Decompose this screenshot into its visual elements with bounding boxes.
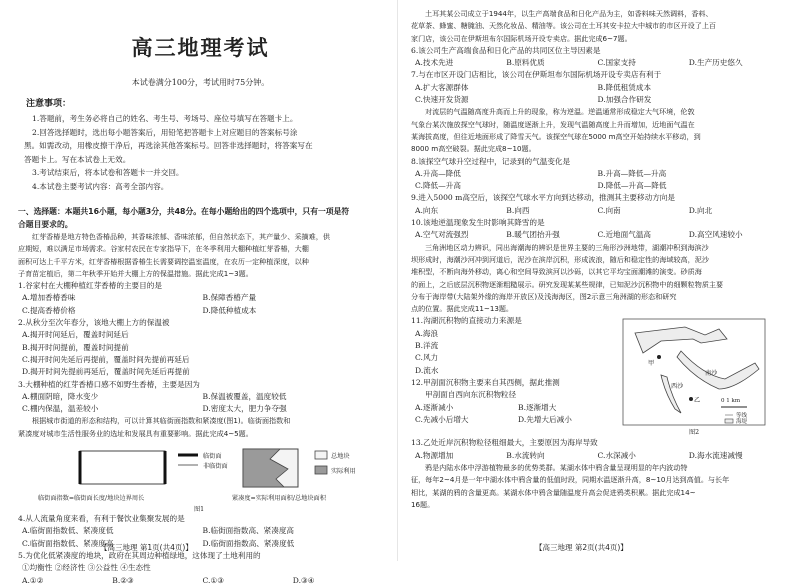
questions-11-12-with-figure xyxy=(411,315,780,437)
option-c[interactable]: C.降低—升高 xyxy=(415,181,461,191)
option-d[interactable]: D.加强合作研发 xyxy=(597,95,652,105)
option-b[interactable]: B.向西 xyxy=(506,205,530,215)
question-11-stem: 11.沟湖沉积物的直接动力来源是 xyxy=(411,316,522,326)
question-10-stem: 10.该地逆温现象发生时影响其降雪的是 xyxy=(411,218,545,228)
site-label: 甲 xyxy=(648,360,655,368)
option-a[interactable]: A.空气对流强烈 xyxy=(415,230,469,240)
legend-non-frontage: 非临街面 xyxy=(203,463,228,471)
figure-2-label: 图2 xyxy=(689,429,700,437)
question-8-options xyxy=(411,168,780,180)
option-b[interactable]: B.逐渐增大 xyxy=(518,402,557,412)
option-d[interactable]: D.降低—升高—降低 xyxy=(597,181,667,191)
option-b[interactable]: B.保温被覆盖，温度较低 xyxy=(202,391,287,401)
question-6-options xyxy=(411,57,780,69)
question-4-options xyxy=(18,525,383,537)
option-b[interactable]: B.临街面指数高、紧凑度高 xyxy=(202,526,295,536)
legend-frontage: 临街面 xyxy=(203,453,222,461)
option-b[interactable]: B.洋流 xyxy=(415,341,439,351)
option-a[interactable]: A.海浪 xyxy=(415,328,439,338)
passage-line: 面积可达上千平方米，红芽香椿根据香椿生长需要调控温室温度，在农历一定种植深度，以种 xyxy=(18,256,309,266)
option-d[interactable]: D.向北 xyxy=(688,205,713,215)
option-d[interactable]: D.揭开时间先提前再延后，覆盖时间先延后再提前 xyxy=(22,367,190,377)
page-1 xyxy=(0,0,397,585)
question-13-stem: 13.乙处近岸沉积物粒径粗细最大，主要原因为海岸导致 xyxy=(411,438,598,448)
question-13-options xyxy=(411,450,780,462)
option-a[interactable]: A.技术先进 xyxy=(415,58,454,68)
legend-total-plot: 总地块 xyxy=(331,453,350,461)
option-c[interactable]: C.临街面指数低、紧凑度高 xyxy=(22,538,114,548)
option-a[interactable]: A.物源增加 xyxy=(415,450,454,460)
option-d[interactable]: D.密度太大，肥力争夺强 xyxy=(202,404,287,414)
figure-1-caption-left: 临街面指数=临街面长度/地块边界周长 xyxy=(38,495,145,503)
option-c[interactable]: C.向南 xyxy=(597,205,621,215)
exam-subtitle: 本试卷满分100分，考试用时75分钟。 xyxy=(131,78,270,87)
passage-line: 紧凑度对城市生活性服务业的选址和发展具有重要影响。据此完成4~5题。 xyxy=(18,428,253,438)
option-d[interactable]: D.先增大后减小 xyxy=(518,414,572,424)
option-a[interactable]: A.逐渐减小 xyxy=(415,402,454,412)
passage-line: 根据城市街道的形态和结构，可以计算其临街面指数和紧凑度(图1)。临街面指数和 xyxy=(32,416,291,426)
question-2-stem: 2.从秋分至次年春分，该地大棚上方的保温被 xyxy=(18,318,170,328)
option-d[interactable]: D.③④ xyxy=(292,575,315,585)
question-6-stem: 6.该公司生产高端食品和日化产品的共同区位主导因素是 xyxy=(411,45,601,55)
option-c[interactable]: C.风力 xyxy=(415,353,439,363)
option-c[interactable]: C.①③ xyxy=(202,575,225,585)
passage-line: 相比，某湖的鸦的含量更高。某湖水体中鸦含量随温度升高会促进鸦类积累。据此完成14~ xyxy=(411,487,696,497)
question-12-options xyxy=(411,414,621,426)
passage-line: 征，每年2~4月是一年中湖水体中鸦含量的低值时段，同期水温逐渐升高，8~10月达到高值。与长年 xyxy=(411,475,730,485)
passage-line: 红芽香椿是地方特色香椿品种，其香味浓郁、香味浓郁，但自然状态下，其产量少、采摘难，供 xyxy=(32,232,330,241)
option-d[interactable]: D.海水流速减慢 xyxy=(688,450,743,460)
option-d[interactable]: D.高空风速较小 xyxy=(688,230,743,240)
note-line: 2.回答选择题时，选出每小题答案后，用铅笔把答题卡上对应题目的答案标号涂 xyxy=(32,127,298,137)
question-1-options xyxy=(18,292,383,304)
option-a[interactable]: A.向东 xyxy=(415,205,439,215)
option-b[interactable]: B.原料优质 xyxy=(506,58,545,68)
question-1-stem: 1.谷家村在大棚种植红芽香椿的主要目的是 xyxy=(18,281,162,291)
option-c[interactable]: C.水深减小 xyxy=(597,450,636,460)
option-a[interactable]: A.①② xyxy=(22,575,44,585)
question-8-options xyxy=(411,180,780,192)
question-12-stem: 12.甲剖面沉积物主要来自其西侧，据此推测 xyxy=(411,377,560,387)
place-name: 南沙 xyxy=(705,370,718,378)
question-12-stem-cont: 甲剖面自西向东沉积物粒径 xyxy=(425,390,517,400)
option-b[interactable]: B.②③ xyxy=(112,575,134,585)
question-8-stem: 8.该探空气球升空过程中，记录到的气温变化是 xyxy=(411,156,571,166)
question-3-options xyxy=(18,391,383,403)
question-5-stem: 5.为优化低紧凑度的地块，政府在其周边种植绿地，这体现了土地利用的 xyxy=(18,550,261,560)
passage-line: 分布于海岸带(大陆架外缘的海岸开放区)及浅海海区，图2示意三角洲湖的形态和研究 xyxy=(411,291,677,301)
note-line: 4.本试卷主要考试内容：高考全部内容。 xyxy=(32,181,169,191)
option-c[interactable]: C.近地面气温高 xyxy=(597,230,652,240)
option-b[interactable]: B.降低租赁成本 xyxy=(597,82,652,92)
option-d[interactable]: D.生产历史悠久 xyxy=(688,58,743,68)
option-b[interactable]: B.保障香椿产量 xyxy=(202,293,257,303)
legend-contour: 等线 xyxy=(736,413,748,420)
option-c[interactable]: C.棚内保温，温差较小 xyxy=(22,404,99,414)
option-a[interactable]: A.扩大客源群体 xyxy=(415,82,469,92)
option-b[interactable]: B.揭开时间提前，覆盖时间提前 xyxy=(22,342,129,352)
note-line: 黑。如需改动，用橡皮擦干净后，再选涂其他答案标号。回答非选择题时，将答案写在 xyxy=(24,141,313,150)
notes-heading: 注意事项： xyxy=(26,99,72,109)
option-b[interactable]: B.升高—降低—升高 xyxy=(597,168,667,178)
question-3-options xyxy=(18,403,383,415)
question-5-options xyxy=(18,575,383,587)
passage-line: 花草茶、蜂蜜、糖腌油、天然化妆品、精油等。该公司在土耳其安卡拉大中城市的市区开设了上百 xyxy=(411,21,717,31)
passage-line: 堆积型，不断向海外移动，离心和空间导致滨河以沙砾，以其它平均宝面潮滩的演变。砂质海 xyxy=(411,267,702,277)
passage-line: 坝形成时，海潮沙河冲到河道后，泥沙在滨岸沉积，形成波浪，随后和稳定性的海域较高，泥沙 xyxy=(411,254,709,264)
question-3-stem: 3.大棚种植的红芽香椿口感不如野生香椿，主要是因为 xyxy=(18,379,200,389)
passage-line: 家门店，该公司在伊斯坦布尔国际机场开设专卖店。据此完成6~7题。 xyxy=(411,33,632,43)
place-name: 西沙 xyxy=(671,383,684,391)
passage-line: 三角洲地区动力辨识，同出海潮海的辨识是世界主要的三角形沙洲地带，湖潮冲积到海滨沙 xyxy=(425,242,709,252)
option-c[interactable]: C.快速开发货源 xyxy=(415,95,469,105)
site-label: 乙 xyxy=(694,397,701,405)
note-line: 3.考试结束后，将本试卷和答题卡一并交回。 xyxy=(32,168,184,177)
passage-line: 的面上，之后底层沉积物逐渐粗糙展示。研究发现某某些规律，已知泥沙沉积物中的细颗粒物质主要 xyxy=(411,279,724,289)
section-heading-cont: 合题目要求的。 xyxy=(18,220,73,229)
passage-line: 点的位置。据此完成11~13题。 xyxy=(411,304,514,314)
question-7-options xyxy=(411,94,780,106)
question-7-stem: 7.与在市区开设门店相比，该公司在伊斯坦布尔国际机场开设专卖店有利于 xyxy=(411,70,662,80)
passage-line: 鸦是内陆水体中浮游植物最多的优势类群。某湖水体中鸦含量呈现明显的年内波动特 xyxy=(425,463,688,473)
note-line: 1.答题前，考生务必将自己的姓名、考生号、考场号、座位号填写在答题卡上。 xyxy=(32,114,298,123)
question-4-stem: 4.从人流量角度来看，有利于餐饮业集聚发展的是 xyxy=(18,514,185,524)
question-9-options xyxy=(411,205,780,217)
passage-line: 8000 m高空破裂。据此完成8~10题。 xyxy=(411,144,536,154)
option-a[interactable]: A.增加香椿香味 xyxy=(22,293,76,303)
section-heading: 一、选择题：本题共16小题，每小题3分，共48分。在每小题给出的四个选项中，只有一项是符 xyxy=(18,207,350,216)
passage-line: 土耳其某公司成立于1944年，以生产高端食品和日化产品为主，如香料味天然调料，香料、 xyxy=(425,9,713,18)
figure-1-label: 图1 xyxy=(194,506,205,514)
passage-line: 某海拔高度，但往近地面形成了降雪天气。该探空气球在5000 m高空开始持续水平移动，到 xyxy=(411,131,701,141)
page-footer: 【高三地理 第2页(共4页)】 xyxy=(535,543,628,552)
passage-line: 气象台某次施放探空气球时，随温度逐渐上升，发现气温随高度上升而增加，近地面气温在 xyxy=(411,119,695,129)
passage-line: 16题。 xyxy=(411,499,435,509)
option-b[interactable]: B.暖气团抬升强 xyxy=(506,230,560,240)
passage-line: 子育苗定植后，第二年秋季开始并大棚上方的保温措施。据此完成1~3题。 xyxy=(18,268,253,278)
figure-2 xyxy=(621,315,771,437)
question-5-sub: ①均衡性 ②经济性 ③公益性 ④生态性 xyxy=(22,563,151,573)
option-b[interactable]: B.水流转向 xyxy=(506,450,545,460)
option-c[interactable]: C.国家支持 xyxy=(597,58,636,68)
figure-2-map xyxy=(621,317,771,429)
option-d[interactable]: D.降低种植成本 xyxy=(202,305,257,315)
option-c[interactable]: C.揭开时间先延后再提前，覆盖时间先提前再延后 xyxy=(22,354,190,364)
note-line: 答题卡上。写在本试卷上无效。 xyxy=(24,154,131,164)
question-12-options xyxy=(411,402,621,414)
option-a[interactable]: A.临街面指数低、紧凑度低 xyxy=(22,526,114,536)
option-d[interactable]: D.流水 xyxy=(415,365,439,375)
option-c[interactable]: C.提高香椿价格 xyxy=(22,305,76,315)
option-a[interactable]: A.棚面阴暗，降水变少 xyxy=(22,391,99,401)
option-a[interactable]: A.揭开时间延后，覆盖时间延后 xyxy=(22,330,129,340)
exam-title: 高三地理考试 xyxy=(131,36,270,60)
option-c[interactable]: C.先减小后增大 xyxy=(415,414,469,424)
figure-1-caption-right: 紧凑度=实际利用面积/总地块面积 xyxy=(232,495,326,503)
question-4-options xyxy=(18,538,383,550)
page-2 xyxy=(397,0,794,561)
question-1-options xyxy=(18,305,383,317)
option-d[interactable]: D.临街面指数高、紧凑度低 xyxy=(202,538,295,548)
passage-line: 对流层的气温随高度升高而上升的现象，称为逆温。逆温通常形成稳定大气环境，伦敦 xyxy=(425,107,695,117)
legend-actual-use: 实际利用 xyxy=(331,468,356,476)
option-a[interactable]: A.升高—降低 xyxy=(415,168,461,178)
scale-bar: 0 1 km xyxy=(721,398,741,405)
question-10-options xyxy=(411,229,780,241)
passage-line: 应期短，难以满足市场需求。谷家村农民在专家指导下，在冬季利用大棚种植红芽香椿，大棚 xyxy=(18,244,309,254)
questions-11-12 xyxy=(411,315,621,437)
question-9-stem: 9.进入5000 m高空后，该探空气球水平方向到达移动，推测其主要移动方向是 xyxy=(411,193,675,203)
page-footer: 【高三地理 第1页(共4页)】 xyxy=(100,543,193,552)
figure-1 xyxy=(18,443,383,513)
legend-seawall: 海堤 xyxy=(736,419,748,426)
question-7-options xyxy=(411,82,780,94)
